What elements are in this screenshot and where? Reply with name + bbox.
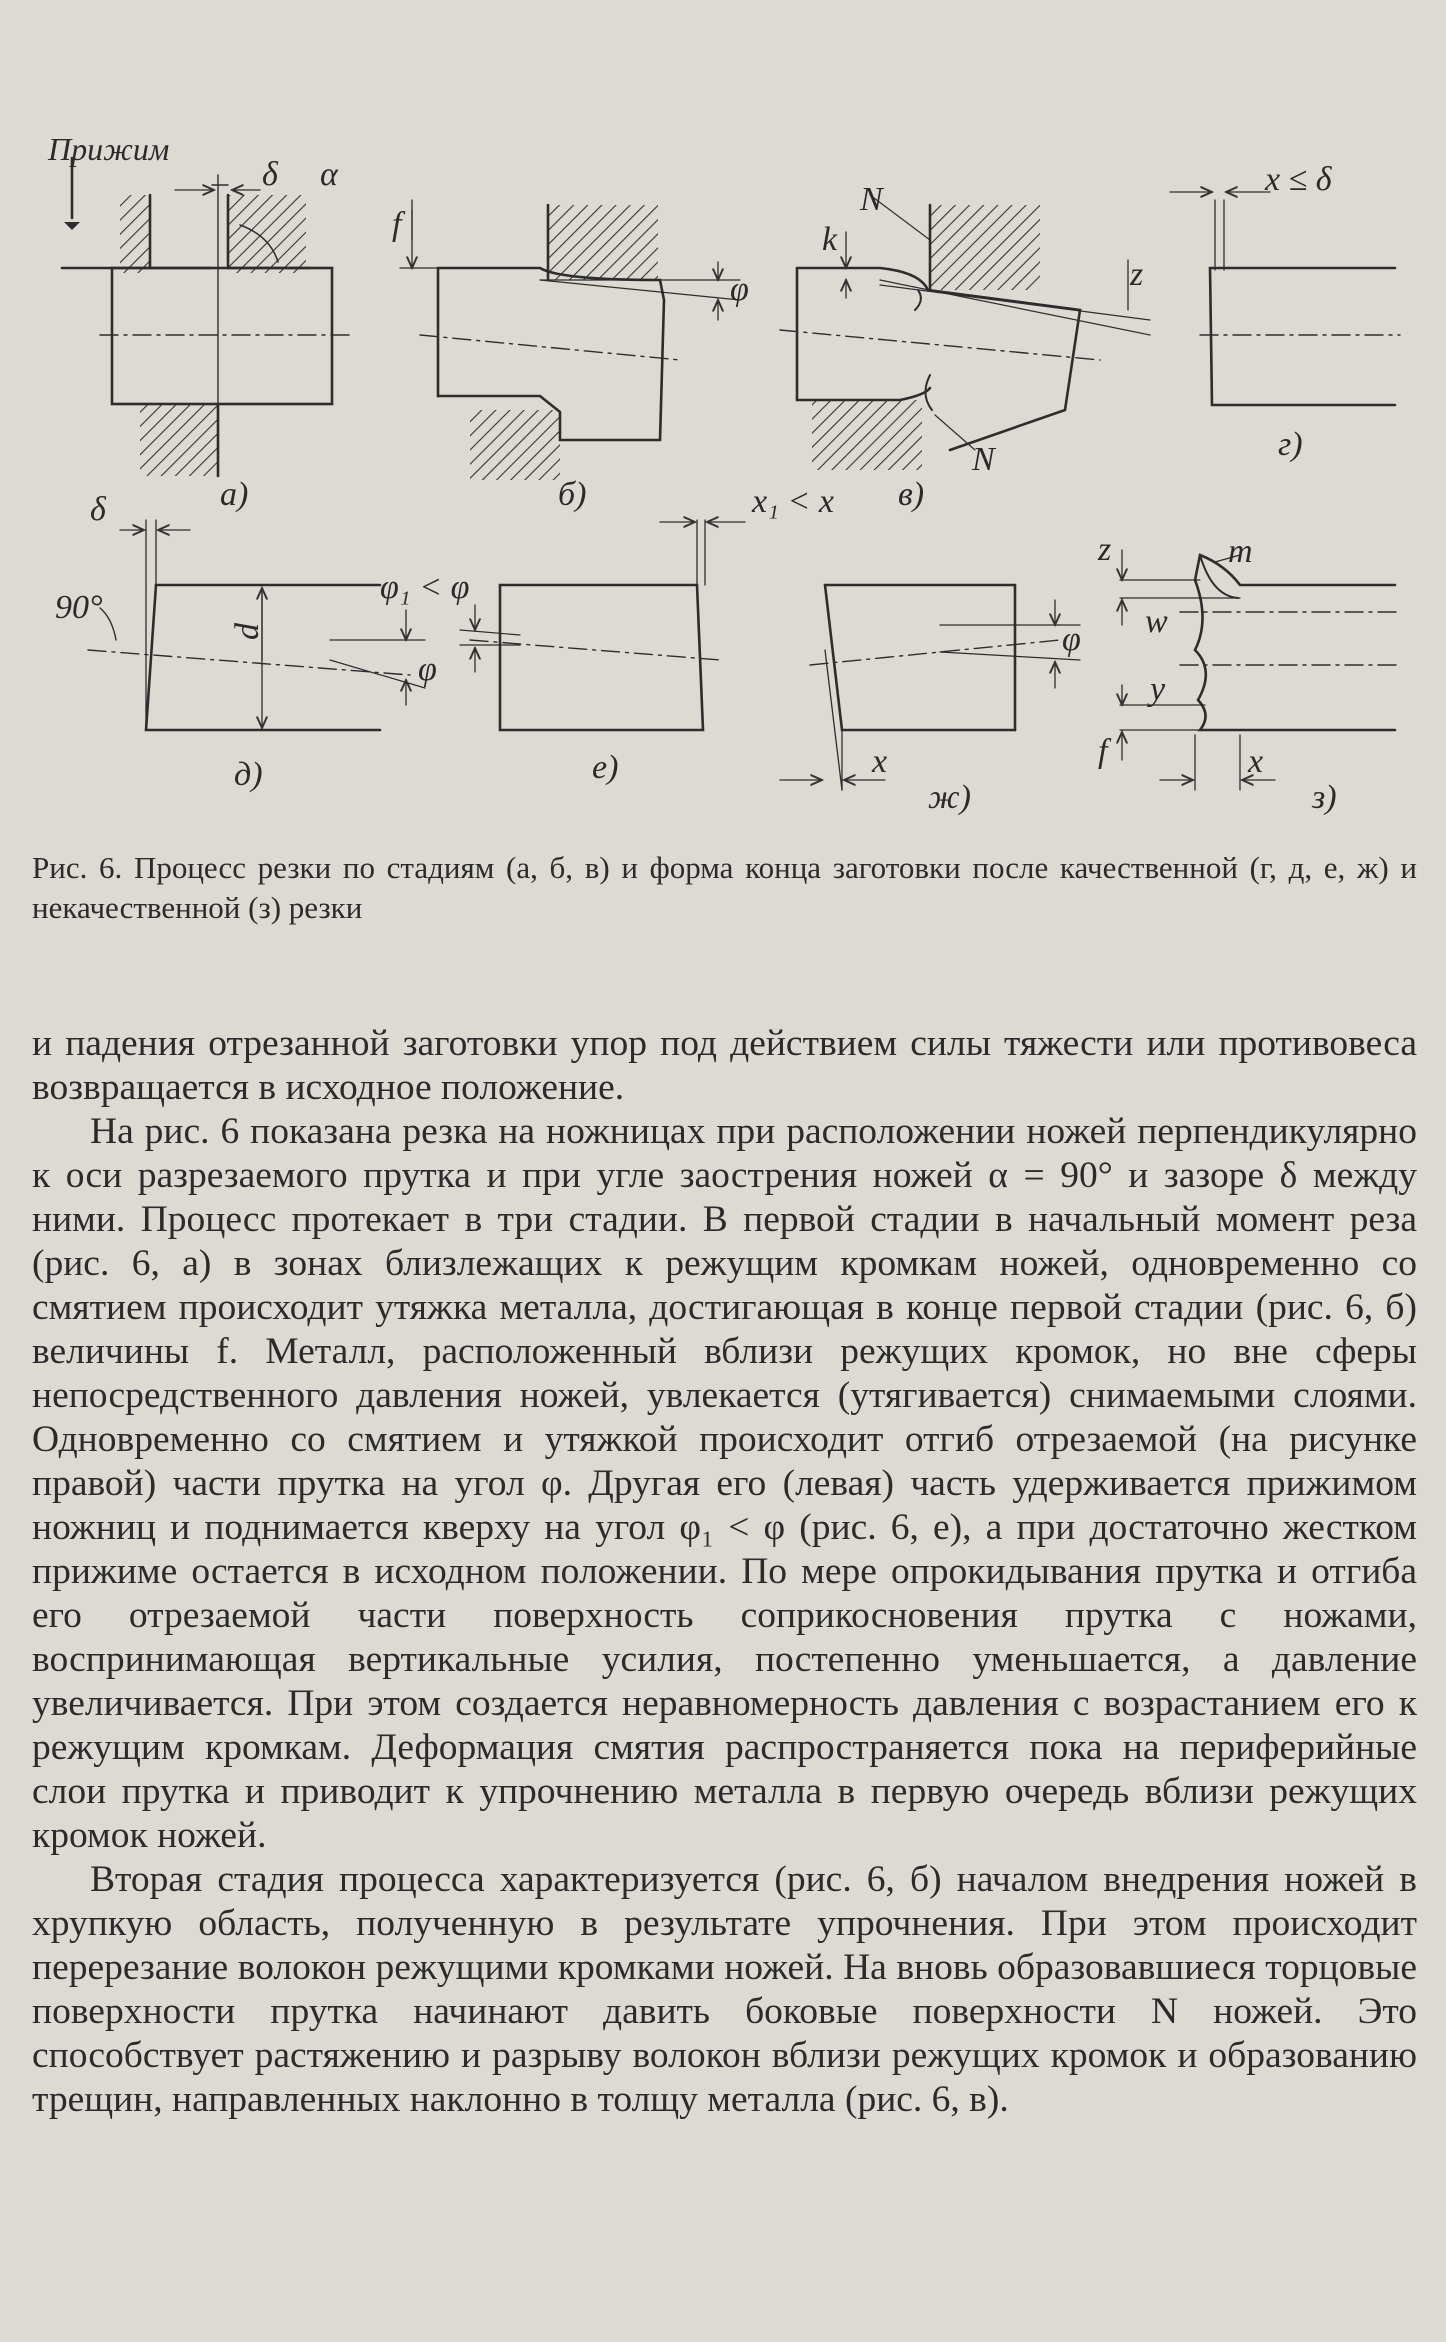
paragraph-1: и падения отрезанной заготовки упор под действием силы тяжести или противовеса возвращается в исходное положение.: [32, 1023, 1417, 1108]
figure-caption: Рис. 6. Процесс резки по стадиям (а, б, в) и форма конца заготовки после качественной (г, д, е, ж) и некачественной (з) резки: [32, 850, 1417, 925]
label-y: y: [1150, 671, 1166, 708]
label-90: 90°: [55, 589, 103, 626]
label-x-z: x: [1248, 743, 1264, 780]
panel-label-e: е): [592, 749, 619, 786]
label-x-zh: x: [872, 743, 888, 780]
label-phi-b: φ: [730, 271, 749, 308]
label-w: w: [1145, 603, 1168, 640]
label-m: m: [1228, 533, 1253, 570]
panel-label-z: з): [1312, 779, 1337, 816]
label-phi1-lt-phi: φ₁ < φ: [380, 569, 470, 606]
label-delta-a: δ: [262, 156, 278, 193]
panel-b-drawing: [400, 200, 740, 480]
panel-zh-drawing: [780, 585, 1080, 790]
paragraph-3: Вторая стадия процесса характеризуется (рис. 6, б) началом внедрения ножей в хрупкую область, полученную в результате упрочнения. При этом происходит перерезание волокон режущими кромками ножей. На вновь образовавшиеся торцовые поверхности прутка начинают давить боковые поверхности N ножей. Это способствует растяжению и разрыву волокон вблизи режущих кромок и образованию трещин, направленных наклонно в толщу металла (рис. 6, в).: [32, 1859, 1417, 2120]
label-z-z: z: [1098, 531, 1112, 568]
body-text: [32, 1022, 1417, 2122]
panel-e-drawing: [460, 520, 745, 730]
label-N-bottom: N: [972, 441, 995, 478]
panel-label-d: д): [234, 756, 263, 793]
label-x-le-delta: x ≤ δ: [1265, 161, 1332, 198]
label-press: Прижим: [48, 131, 170, 167]
label-N-top: N: [860, 181, 883, 218]
label-x1-lt-x: x₁ < x: [752, 483, 834, 520]
figure-6: [0, 0, 1446, 850]
panel-label-c: в): [898, 476, 925, 513]
label-delta-d: δ: [90, 491, 106, 528]
panel-g-drawing: [1170, 192, 1400, 405]
panel-label-a: а): [220, 476, 249, 513]
label-f-z: f: [1098, 733, 1108, 770]
label-alpha: α: [320, 156, 338, 193]
paragraph-2: На рис. 6 показана резка на ножницах при расположении ножей перпендикулярно к оси разрезаемого прутка и при угле заострения ножей α = 90° и зазоре δ между ними. Процесс протекает в три стадии. В первой стадии в начальный момент реза (рис. 6, а) в зонах близлежащих к режущим кромкам ножей, одновременно со смятием происходит утяжка металла, достигающая в конце первой стадии (рис. 6, б) величины f. Металл, расположенный вблизи режущих кромок, но вне сферы непосредственного давления ножей, увлекается (утягивается) снимаемыми слоями. Одновременно со смятием и утяжкой происходит отгиб отрезаемой (на рисунке правой) части прутка на угол φ. Другая его (левая) часть удерживается прижимом ножниц и поднимается кверху на угол φ₁ < φ (рис. 6, е), а при достаточно жестком прижиме остается в исходном положении. По мере опрокидывания прутка и отгиба его отрезаемой части поверхность соприкосновения прутка с ножами, воспринимающая вертикальные усилия, постепенно уменьшается, а давление увеличивается. При этом создается неравномерность давления с возрастанием его к режущим кромкам. Деформация смятия распространяется пока на периферийные слои прутка и приводит к упрочнению металла в первую очередь вблизи режущих кромок ножей.: [32, 1111, 1417, 1856]
label-k: k: [822, 221, 838, 258]
label-d: d: [229, 623, 266, 640]
label-phi-zh: φ: [1062, 621, 1081, 658]
label-phi-d: φ: [418, 651, 437, 688]
panel-label-zh: ж): [928, 779, 971, 816]
panel-a-drawing: [62, 158, 350, 476]
panel-label-g: г): [1278, 426, 1303, 463]
panel-label-b: б): [558, 476, 587, 513]
label-f-b: f: [392, 206, 402, 243]
label-z-c: z: [1130, 256, 1144, 293]
